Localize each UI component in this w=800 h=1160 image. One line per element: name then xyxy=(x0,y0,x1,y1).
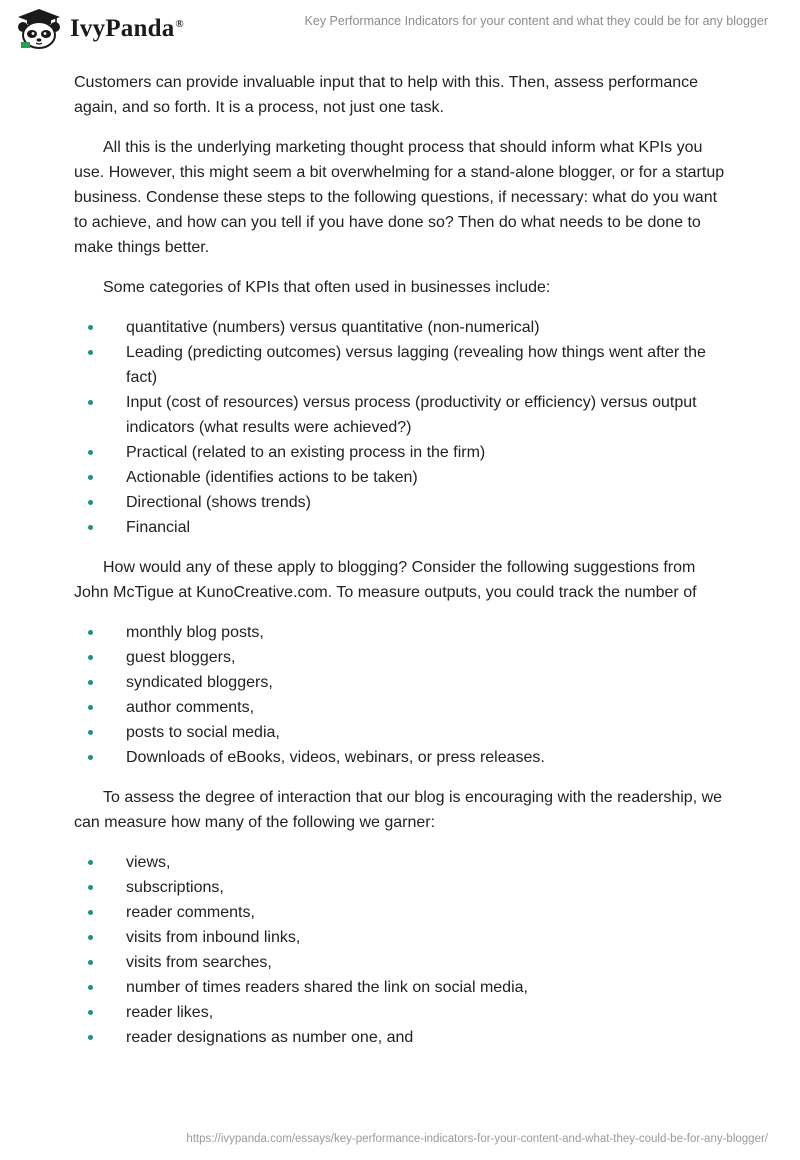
bullet-icon xyxy=(88,885,93,890)
outputs-list xyxy=(74,620,734,770)
list-item: Directional (shows trends) xyxy=(74,490,734,515)
list-item: Input (cost of resources) versus process (productivity or efficiency) versus output indicators (what results were achieved?) xyxy=(74,390,734,440)
brand-logo[interactable] xyxy=(14,8,184,50)
list-item: Downloads of eBooks, videos, webinars, or press releases. xyxy=(74,745,734,770)
bullet-icon xyxy=(88,730,93,735)
list-item: author comments, xyxy=(74,695,734,720)
document-title: Key Performance Indicators for your content and what they could be for any blogger xyxy=(304,14,768,28)
bullet-icon xyxy=(88,655,93,660)
list-item: visits from inbound links, xyxy=(74,925,734,950)
bullet-icon xyxy=(88,960,93,965)
list-item: Leading (predicting outcomes) versus lagging (revealing how things went after the fact) xyxy=(74,340,734,390)
bullet-icon xyxy=(88,1035,93,1040)
list-item: number of times readers shared the link on social media, xyxy=(74,975,734,1000)
paragraph: To assess the degree of interaction that our blog is encouraging with the readership, we can measure how many of the following we garner: xyxy=(74,789,723,831)
list-item: monthly blog posts, xyxy=(74,620,734,645)
page-header xyxy=(0,0,800,64)
kpi-categories-list xyxy=(74,315,734,540)
bullet-icon xyxy=(88,400,93,405)
bullet-icon xyxy=(88,680,93,685)
list-item: reader likes, xyxy=(74,1000,734,1025)
bullet-icon xyxy=(88,450,93,455)
bullet-icon xyxy=(88,985,93,990)
list-item: syndicated bloggers, xyxy=(74,670,734,695)
list-item: Practical (related to an existing process in the firm) xyxy=(74,440,734,465)
bullet-icon xyxy=(88,525,93,530)
bullet-icon xyxy=(88,755,93,760)
list-item: reader designations as number one, and xyxy=(74,1025,734,1050)
interaction-list xyxy=(74,850,734,1050)
source-url-link[interactable]: https://ivypanda.com/essays/key-performance-indicators-for-your-content-and-what-they-could-be-for-any-blogger/ xyxy=(186,1133,768,1145)
panda-graduate-icon xyxy=(14,8,64,50)
bullet-icon xyxy=(88,910,93,915)
list-item: subscriptions, xyxy=(74,875,734,900)
bullet-icon xyxy=(88,630,93,635)
brand-name: IvyPanda® xyxy=(70,15,184,42)
list-item: Actionable (identifies actions to be taken) xyxy=(74,465,734,490)
bullet-icon xyxy=(88,350,93,355)
paragraph: All this is the underlying marketing thought process that should inform what KPIs you use. However, this might seem a bit overwhelming for a stand-alone blogger, or for a startup business. Condense these steps to the following questions, if necessary: what do you want to achieve, and how can you tell if you have done so? Then do what needs to be done to make things better. xyxy=(74,139,725,256)
paragraph: Customers can provide invaluable input that to help with this. Then, assess performance again, and so forth. It is a process, not just one task. xyxy=(74,74,699,116)
list-item: visits from searches, xyxy=(74,950,734,975)
essay-body xyxy=(74,70,734,1065)
list-item: views, xyxy=(74,850,734,875)
paragraph: Some categories of KPIs that often used in businesses include: xyxy=(103,279,551,296)
paragraph: How would any of these apply to blogging? Consider the following suggestions from John McTigue at KunoCreative.com. To measure outputs, you could track the number of xyxy=(74,559,697,601)
list-item: reader comments, xyxy=(74,900,734,925)
list-item: quantitative (numbers) versus quantitative (non-numerical) xyxy=(74,315,734,340)
bullet-icon xyxy=(88,500,93,505)
bullet-icon xyxy=(88,325,93,330)
bullet-icon xyxy=(88,475,93,480)
bullet-icon xyxy=(88,705,93,710)
bullet-icon xyxy=(88,860,93,865)
list-item: Financial xyxy=(74,515,734,540)
bullet-icon xyxy=(88,1010,93,1015)
list-item: guest bloggers, xyxy=(74,645,734,670)
list-item: posts to social media, xyxy=(74,720,734,745)
bullet-icon xyxy=(88,935,93,940)
